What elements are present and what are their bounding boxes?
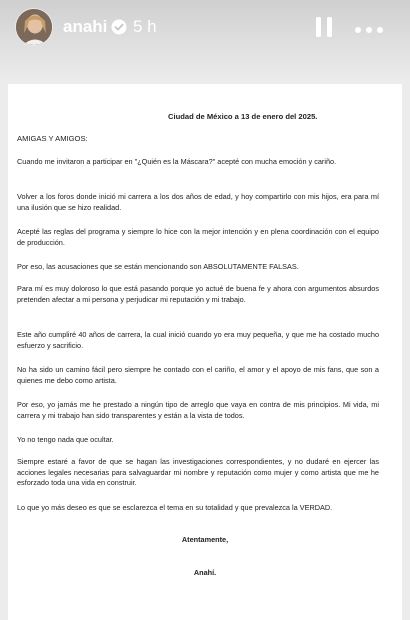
- letter-signature: Anahí.: [193, 568, 217, 577]
- letter-closing: Atentamente,: [181, 535, 229, 544]
- letter-paragraph: Volver a los foros donde inició mi carrera a los dos años de edad, y hoy compartirlo con mis hijos, era para mí una ilusión que se hizo realidad.: [17, 192, 379, 212]
- pause-icon[interactable]: [314, 15, 334, 39]
- profile-avatar[interactable]: [15, 8, 53, 46]
- letter-paragraph: Por eso, las acusaciones que se están mencionando son ABSOLUTAMENTE FALSAS.: [17, 262, 299, 271]
- letter-paragraph: Cuando me invitaron a participar en "¿Quién es la Máscara?" acepté con mucha emoción y cariño.: [17, 157, 337, 166]
- letter-paragraph: Para mí es muy doloroso lo que está pasando porque yo actué de buena fe y ahora con argumentos absurdos pretenden afectar a mi persona y perjudicar mi reputación y mi trabajo.: [17, 284, 379, 304]
- letter-paragraph: Siempre estaré a favor de que se hagan las investigaciones correspondientes, y no dudaré en ejercer las acciones legales necesarias para salvaguardar mi nombre y reputación como mujer y como artista que me he esforzado toda una vida en construir.: [17, 457, 379, 488]
- letter-date-line: Ciudad de México a 13 de enero del 2025.: [168, 112, 318, 121]
- more-options-icon[interactable]: [354, 22, 384, 32]
- story-header: [0, 0, 410, 80]
- letter-paragraph: Este año cumpliré 40 años de carrera, la cual inició cuando yo era muy pequeña, y que me ha costado mucho esfuerzo y sacrificio.: [17, 330, 379, 350]
- letter-paragraph: No ha sido un camino fácil pero siempre he contado con el cariño, el amor y el apoyo de mis fans, que son a quienes me debo como artista.: [17, 365, 379, 385]
- letter-paragraph: Yo no tengo nada que ocultar.: [17, 435, 114, 444]
- verified-badge-icon: [111, 19, 127, 35]
- avatar-photo: [16, 9, 53, 46]
- letter-paragraph: Por eso, yo jamás me he prestado a ningún tipo de arreglo que vaya en contra de mis principios. Mi vida, mi carrera y mi trabajo han sido transparentes y están a la vista de todos.: [17, 400, 379, 420]
- story-username[interactable]: anahi: [63, 17, 108, 36]
- letter-document: [8, 84, 402, 620]
- letter-paragraph: Lo que yo más deseo es que se esclarezca el tema en su totalidad y que prevalezca la VERDAD.: [17, 503, 333, 512]
- story-timestamp: 5 h: [133, 17, 157, 36]
- letter-salutation: AMIGAS Y AMIGOS:: [17, 134, 88, 143]
- letter-paragraph: Acepté las reglas del programa y siempre lo hice con la mejor intención y en plena coordinación con el equipo de producción.: [17, 227, 379, 247]
